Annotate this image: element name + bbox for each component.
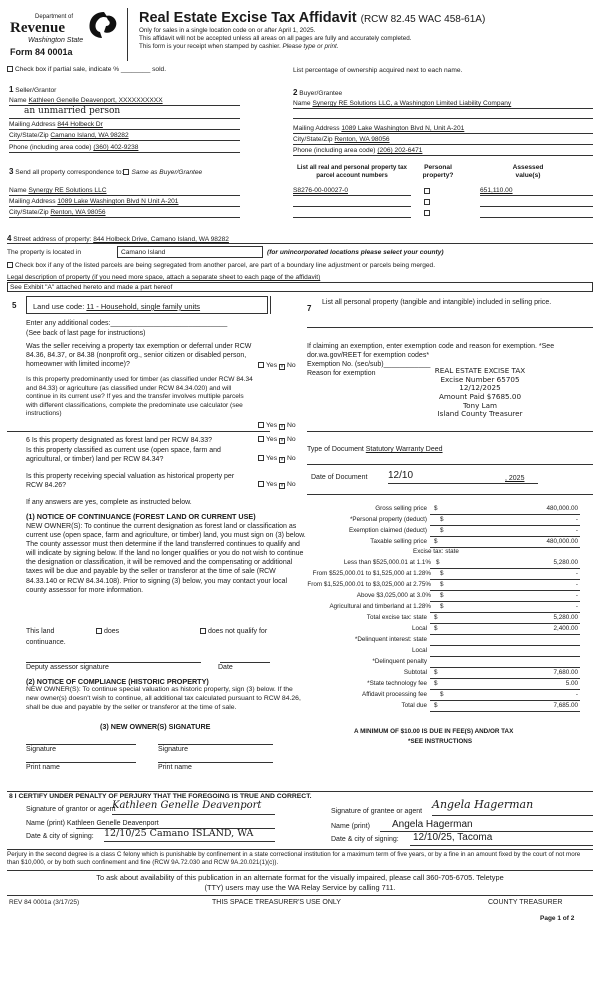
form-text: Tony Lam: [462, 400, 498, 410]
form-text: Print name: [158, 764, 192, 771]
rule-line: [293, 118, 593, 119]
form-number: Form 84 0001a: [10, 47, 73, 57]
same-as-buyer-checkbox[interactable]: [123, 169, 129, 175]
form-text: parcel account numbers: [316, 171, 388, 179]
form-text: [9, 121, 103, 129]
fee-value[interactable]: 7,680.00: [553, 669, 578, 676]
buyer-phone[interactable]: (206) 202-6471: [377, 147, 423, 154]
checkbox: [258, 481, 264, 487]
fee-label: From $1,525,000.01 to $3,025,000 at 2.75%: [307, 581, 431, 588]
form-text: Date: [218, 664, 233, 671]
form-text: Mailing Address: [9, 198, 56, 205]
form-text: [200, 628, 267, 637]
form-text: No: [286, 455, 296, 462]
form-text: REAL ESTATE EXCISE TAX: [434, 366, 526, 375]
form-text: To ask about availability of this publication in an alternate format for the visually impaired, please call 360-705-6705. Teletype: [96, 873, 504, 882]
grantee-name[interactable]: Angela Hagerman: [392, 819, 473, 830]
form-text: Same as Buyer/Grantee: [131, 169, 203, 176]
rule-line: [7, 791, 593, 792]
rule-line: [7, 870, 593, 871]
checkbox: ×: [280, 457, 284, 463]
dollar-sign: $: [434, 614, 438, 621]
form-text: Mailing Address: [9, 121, 56, 128]
form-text: [480, 187, 513, 195]
fee-value[interactable]: 5,280.00: [553, 559, 578, 566]
fee-label: *State technology fee: [367, 680, 427, 687]
form-text: Exemption No. (sec/sub): [307, 361, 384, 368]
does-not-checkbox[interactable]: [200, 628, 206, 634]
yes-no: [258, 481, 296, 489]
fee-label: Exemption claimed (deduct): [348, 527, 427, 534]
form-text: Phone (including area code): [293, 147, 376, 154]
grantee-date-city[interactable]: 12/10/25, Tacoma: [413, 832, 493, 843]
parcel-row: [293, 187, 348, 195]
form-text: Check box if partial sale, indicate %: [15, 66, 120, 73]
corr-name[interactable]: Synergy RE Solutions LLC: [28, 187, 107, 194]
form-text: , 2025: [505, 475, 525, 482]
form-text: Signature: [26, 746, 56, 753]
fee-value[interactable]: -: [575, 581, 578, 588]
form-text: No: [286, 422, 296, 429]
seller-address[interactable]: 844 Holbeck Dr: [57, 121, 103, 128]
rule-line: [7, 849, 593, 850]
form-text: (RCW 82.45 WAC 458-61A): [360, 14, 486, 25]
form-text[interactable]: 844 Holbeck Drive, Camano Island, WA 98282: [93, 236, 229, 243]
dollar-sign: $: [440, 603, 444, 610]
form-text: 8 I CERTIFY UNDER PENALTY OF PERJURY THAT THE FOREGOING IS TRUE AND CORRECT.: [9, 793, 312, 800]
fee-line: [430, 514, 580, 515]
dollar-sign: $: [434, 505, 438, 512]
form-text: [9, 187, 107, 195]
logo-revenue: Revenue: [10, 20, 65, 36]
fee-line: [430, 678, 580, 679]
grantee-signature[interactable]: Angela Hagerman: [432, 798, 534, 811]
segregated-checkbox[interactable]: [7, 262, 13, 268]
form-text: [293, 125, 464, 133]
dollar-sign: $: [440, 570, 444, 577]
form-text: continuance.: [26, 639, 66, 646]
form-text: Land use code:: [33, 302, 85, 311]
yes-no: [258, 455, 296, 463]
fee-value[interactable]: 480,000.00: [546, 538, 578, 545]
additional-codes: Enter any additional codes:______________________________: [26, 320, 228, 327]
dollar-sign: $: [440, 516, 444, 523]
fee-value[interactable]: -: [575, 516, 578, 523]
fee-label: Agricultural and timberland at 1.28%: [329, 603, 431, 610]
fee-label: Subtotal: [403, 669, 427, 676]
grantor-date-city[interactable]: 12/10/25 Camano ISLAND, WA: [104, 828, 254, 839]
form-text: Yes: [266, 455, 278, 462]
form-text: [292, 164, 412, 180]
rule-line: [9, 140, 240, 141]
form-text: 4: [7, 234, 12, 243]
rule-line: [7, 243, 593, 244]
form-text: Camano Island: [121, 249, 166, 256]
dor-emblem-icon: [86, 8, 120, 40]
fee-value[interactable]: -: [575, 603, 578, 610]
form-text: 12/12/2025: [459, 383, 501, 393]
form-text: Name: [9, 187, 27, 194]
form-text: The property is located in: [7, 249, 82, 256]
form-text: Date of Document: [311, 474, 368, 481]
form-text: City/State/Zip: [293, 136, 333, 143]
form-text: [478, 164, 578, 180]
form-text: [293, 100, 511, 108]
dollar-sign: $: [440, 592, 444, 599]
fee-label: Local: [411, 625, 427, 632]
checkbox: ×: [280, 364, 284, 370]
form-text: Legal description of property (if you need more space, attach a separate sheet to each page of the affidavit): [7, 274, 321, 281]
partial-sale: Check box if partial sale, indicate % ________ sold.: [7, 66, 166, 74]
form-text: No: [286, 481, 296, 488]
rule-line: [307, 464, 593, 465]
rule-line: [307, 431, 593, 432]
fee-value[interactable]: 5.00: [565, 680, 578, 687]
segregated: [7, 262, 435, 270]
form-text: [9, 85, 56, 95]
form-text: [9, 209, 106, 217]
rule-line: [9, 152, 240, 153]
form-text: Yes: [266, 422, 278, 429]
rule-line: [158, 744, 273, 745]
fee-line: [430, 579, 580, 580]
rule-line: [307, 327, 593, 328]
form-text: Street address of property:: [13, 236, 92, 243]
checkbox: [258, 362, 264, 368]
fee-value[interactable]: 7,685.00: [553, 702, 578, 709]
fee-value[interactable]: 2,400.00: [553, 625, 578, 632]
rule-line: [9, 129, 240, 130]
form-text: City/State/Zip: [9, 209, 49, 216]
rule-line: [9, 206, 240, 207]
rule-line: [7, 431, 270, 432]
form-text: [9, 97, 163, 105]
logo-dept: Department of: [35, 14, 74, 20]
form-text: [293, 147, 422, 155]
does-checkbox[interactable]: [96, 628, 102, 634]
form-text: Name (print): [26, 820, 65, 827]
rule-line: [220, 662, 270, 663]
header-note-1: Only for sales in a single location code on or after April 1, 2025.: [139, 27, 316, 34]
yes-no: [258, 436, 296, 444]
form-text: [9, 198, 178, 206]
notice-continuance-text: NEW OWNER(S): To continue the current designation as forest land or classification as current use (open space, farm and agriculture, or timber) land, you must sign on (3) below. The county assessor must then determine if the land transferred continues to qualify and will indicate by signing below. If the land no longer qualifies or you do not wish to continue the designation or classification, it will be removed and the compensating or additional taxes will be due and payable by the seller or transferor at the time of sale (RCW 84.33.140 or RCW 84.34.108). Prior to signing (3) below, you may contact your local county assessor for more information.: [26, 523, 306, 594]
seller-phone[interactable]: (360) 402-9238: [93, 144, 139, 151]
form-text: Buyer/Grantee: [299, 90, 343, 97]
form-text: Check box if any of the listed parcels are being segregated from another parcel, are part of a boundary line adjustment or parcels being merged.: [15, 262, 436, 269]
form-text: Print name: [26, 764, 60, 771]
rule-line: [293, 206, 411, 207]
dollar-sign: $: [434, 625, 438, 632]
fee-label: *Personal property (deduct): [349, 516, 427, 523]
personal-property-checkbox[interactable]: [424, 188, 430, 194]
parcel-number[interactable]: S8276-00-00027-0: [293, 187, 348, 194]
seller-city[interactable]: Camano Island, WA 98282: [50, 132, 129, 139]
form-text: Page 1 of 2: [540, 915, 575, 922]
form-text: Amount Paid $7685.00: [438, 391, 522, 401]
fee-line: [430, 536, 580, 537]
form-text: No: [286, 436, 296, 443]
form-text: [418, 164, 458, 180]
assessed-value[interactable]: 651,110.00: [480, 187, 513, 194]
treasurer-stamp: [380, 367, 580, 419]
fee-line: [430, 711, 580, 712]
corr-address[interactable]: 1089 Lake Washington Blvd N Unit A-201: [57, 198, 179, 205]
question-timber: Is this property predominantly used for timber (as classified under RCW 84.34 and 84.33) or agriculture (as classified under RCW 84.34.020) and will continue in its current use? If yes and the transfer involves multiple parcels with different classifications, complete the predominate use calculator (see instructions): [26, 376, 253, 418]
form-text: Name: [293, 100, 311, 107]
form-text: Yes: [266, 362, 278, 369]
form-text: [293, 136, 390, 144]
rule-line: [293, 155, 593, 156]
form-text: Excise tax: state: [413, 548, 459, 555]
fee-line: [430, 645, 580, 646]
rule-line: [7, 895, 593, 896]
form-text: does not qualify for: [208, 628, 268, 635]
form-text: THIS SPACE TREASURER'S USE ONLY: [212, 899, 341, 906]
fee-line: [430, 634, 580, 635]
form-text: 2: [293, 88, 298, 97]
form-text: REV 84 0001a (3/17/25): [9, 899, 80, 906]
yes-no: [258, 422, 296, 430]
form-text: [90, 12, 108, 38]
fee-line: [430, 689, 580, 690]
header-note-2: This affidavit will not be accepted unless all areas on all pages are fully and accurately completed.: [139, 35, 412, 42]
rule-line: [293, 144, 593, 145]
checkbox: [258, 455, 264, 461]
dollar-sign: $: [440, 691, 444, 698]
fee-line: [430, 612, 580, 613]
rule-line: [293, 108, 593, 109]
fee-line: [430, 667, 580, 668]
fee-label: *Delinquent penalty: [372, 658, 427, 665]
form-text: See Exhibit "A" attached hereto and made a part hereof: [10, 284, 173, 291]
rule-line: [26, 762, 136, 763]
form-text: Island County Treasurer: [437, 409, 523, 419]
form-text: [9, 132, 129, 140]
fee-value[interactable]: 480,000.00: [546, 505, 578, 512]
fee-line: [430, 601, 580, 602]
form-text: Type of Document: [307, 446, 364, 453]
rule-line: [158, 762, 273, 763]
form-text: (1) NOTICE OF CONTINUANCE (FOREST LAND OR CURRENT USE): [26, 512, 256, 521]
question-exemption: Was the seller receiving a property tax exemption or deferral under RCW 84.36, 84.37, or 84.38 (nonprofit org., senior citizen or disabled person, homeowner with limited income)?: [26, 343, 252, 369]
checkbox: ×: [280, 483, 284, 489]
form-text: [96, 628, 119, 637]
fee-value[interactable]: -: [575, 570, 578, 577]
buyer-city[interactable]: Renton, WA 98056: [334, 136, 390, 143]
form-text: (for unincorporated locations please select your county): [267, 249, 444, 256]
form-text: Real Estate Excise Tax Affidavit: [139, 10, 357, 26]
fee-label: Affidavit processing fee: [362, 691, 427, 698]
fee-value[interactable]: -: [575, 691, 578, 698]
personal-property-checkbox[interactable]: [424, 199, 430, 205]
fee-value[interactable]: -: [575, 527, 578, 534]
form-text: value(s): [515, 172, 541, 180]
form-text: 3: [9, 167, 14, 176]
fee-label: Total due: [401, 702, 427, 709]
form-text: List all real and personal property tax: [296, 164, 408, 171]
fee-label: *Delinquent interest: state: [354, 636, 427, 643]
rule-line: [432, 815, 593, 816]
ownership-note: List percentage of ownership acquired next to each name.: [293, 67, 463, 74]
dollar-sign: $: [434, 669, 438, 676]
rule-line: [26, 744, 136, 745]
personal-property-checkbox[interactable]: [424, 210, 430, 216]
form-text: A MINIMUM OF $10.00 IS DUE IN FEE(S) AND/OR TAX: [354, 728, 514, 735]
buyer-name[interactable]: Synergy RE Solutions LLC, a Washington Limited Liability Company: [312, 100, 512, 107]
form-text: This land: [26, 628, 55, 635]
form-text: Yes: [266, 481, 278, 488]
fee-line: [430, 525, 580, 526]
notice-compliance-text: NEW OWNER(S): To continue special valuation as historic property, sign (3) below. If the new owner(s) doesn't wish to continue, all additional tax calculated pursuant to RCW 84.26, shall be due and payable by the seller or transferor at the time of sale.: [26, 686, 301, 711]
fee-line: [430, 623, 580, 624]
form-text: Signature of grantee or agent: [331, 808, 423, 815]
rule-line: [9, 217, 240, 218]
form-text: [293, 88, 342, 98]
form-text: [104, 16, 116, 33]
checkbox: ×: [280, 438, 284, 444]
rule-line: [480, 195, 593, 196]
form-text: (3) NEW OWNER(S) SIGNATURE: [100, 722, 211, 731]
form-text: (2) NOTICE OF COMPLIANCE (HISTORIC PROPERTY): [26, 677, 209, 686]
form-text: 1: [9, 85, 14, 94]
form-text: If any answers are yes, complete as instructed below.: [26, 499, 192, 506]
form-text: Mailing Address: [293, 125, 340, 132]
rule-line: [104, 841, 275, 842]
form-text: 11 - Household, single family units: [86, 302, 201, 311]
question-historical: Is this property receiving special valuation as historical property per RCW 84.26?: [26, 473, 235, 490]
dollar-sign: $: [434, 702, 438, 709]
form-text: sold.: [152, 66, 167, 73]
rule-line: [480, 217, 593, 218]
form-text: Reason for exemption: [307, 370, 376, 377]
form-text: Please type or print.: [282, 43, 339, 50]
form-text: Personal: [424, 164, 452, 171]
rule-line: [9, 118, 240, 119]
seller-title: Seller/Grantor: [15, 87, 57, 94]
location-select[interactable]: [117, 246, 263, 258]
form-text: [270, 296, 271, 314]
fee-label: Taxable selling price: [370, 538, 427, 545]
dollar-sign: $: [436, 559, 440, 566]
form-text: property?: [422, 172, 454, 180]
form-text: Name: [9, 97, 27, 104]
yes-no: [258, 362, 296, 370]
land-use-code[interactable]: [26, 296, 268, 314]
rule-line: [293, 217, 411, 218]
question-current-use: Is this property classified as current use (open space, farm and agricultural, or timber) land per RCW 84.34?: [26, 447, 221, 464]
form-text: Deputy assessor signature: [26, 664, 109, 671]
form-text: City/State/Zip: [9, 132, 49, 139]
dollar-sign: $: [434, 680, 438, 687]
form-text: Signature of grantor or agent: [26, 806, 116, 813]
grantor-signature[interactable]: Kathleen Genelle Deavenport: [112, 800, 262, 811]
fee-line: [430, 590, 580, 591]
form-text: does: [104, 628, 120, 635]
form-text: 7: [307, 304, 312, 313]
form-text: Yes: [266, 436, 278, 443]
dollar-sign: $: [440, 581, 444, 588]
fee-label: Above $3,025,000 at 3.0%: [356, 592, 431, 599]
form-text: Exemption No. (sec/sub)____________: [307, 361, 431, 368]
checkbox: ×: [280, 424, 284, 430]
rule-line: [307, 494, 593, 495]
checkbox: [258, 422, 264, 428]
rule-line: [410, 845, 593, 846]
logo-state: Washington State: [28, 37, 84, 44]
form-text: (TTY) users may use the WA Relay Service by calling 711.: [204, 883, 396, 892]
corr-city[interactable]: Renton, WA 98056: [50, 209, 106, 216]
form-text: Phone (including area code): [9, 144, 92, 151]
rule-line: [293, 133, 593, 134]
form-text: 5: [12, 301, 17, 310]
document-type[interactable]: Statutory Warranty Deed: [365, 446, 443, 453]
seller-name[interactable]: Kathleen Genelle Deavenport, XXXXXXXXXX: [28, 97, 163, 104]
header-divider: [127, 8, 128, 61]
rule-line: [480, 206, 593, 207]
dollar-sign: $: [434, 538, 438, 545]
buyer-address[interactable]: 1089 Lake Washington Blvd N, Unit A-201: [341, 125, 465, 132]
form-text: Send all property correspondence to:: [15, 169, 124, 176]
form-text: Enter any additional codes:: [26, 320, 111, 327]
form-text: Signature: [158, 746, 188, 753]
form-text: [307, 446, 443, 455]
form-text: Name (print): [331, 823, 370, 830]
form-text: *SEE INSTRUCTIONS: [408, 738, 473, 745]
personal-property-list: List all personal property (tangible and intangible) included in selling price.: [322, 299, 552, 306]
header-note-3: [139, 43, 339, 51]
partial-sale-checkbox[interactable]: [7, 66, 13, 72]
fee-line: [430, 568, 580, 569]
perjury-notice: Perjury in the second degree is a class C felony which is punishable by confinement in a state correctional institution for a maximum term of five years, or by a fine in an amount fixed by the court of not more than $10,000, or by both such confinement and fine (RCW 9A.72.030 and RCW 9A.20.021(1)(c)).: [7, 851, 581, 867]
legal-description[interactable]: [7, 282, 593, 292]
fee-line: [430, 700, 580, 701]
fee-value[interactable]: 5,280.00: [553, 614, 578, 621]
rule-line: [9, 195, 240, 196]
rule-line: [26, 662, 201, 663]
rule-line: [293, 195, 411, 196]
fee-label: Gross selling price: [375, 505, 427, 512]
form-text: Excise Number 65705: [440, 374, 520, 384]
grantor-name[interactable]: Kathleen Genelle Deavenport: [66, 820, 159, 827]
document-date[interactable]: 12/10: [388, 470, 414, 481]
fee-label: Local: [411, 647, 427, 654]
form-text: No: [286, 362, 296, 369]
form-text: Date & city of signing:: [331, 836, 399, 843]
fee-label: Total excise tax: state: [366, 614, 427, 621]
form-text: Date & city of signing:: [26, 833, 94, 840]
question-forest: 6 Is this property designated as forest land per RCW 84.33?: [26, 437, 212, 444]
dollar-sign: $: [440, 527, 444, 534]
form-text: (See back of last page for instructions): [26, 330, 146, 337]
exemption-text: If claiming an exemption, enter exemption code and reason for exemption. *See dor.wa.gov/REET for exemption codes*: [307, 343, 555, 360]
form-text: [9, 167, 202, 177]
seller-name-2[interactable]: an unmarried person: [24, 106, 121, 116]
fee-value[interactable]: -: [575, 592, 578, 599]
fee-label: Less than $525,000.01 at 1.1%: [343, 559, 431, 566]
fee-line: [430, 656, 580, 657]
form-text: [9, 144, 138, 152]
form-text: COUNTY TREASURER: [488, 899, 563, 906]
fee-label: From $525,000.01 to $1,525,000 at 1.28%: [312, 570, 431, 577]
form-text: Assessed: [512, 164, 544, 171]
form-text: This form is your receipt when stamped by cashier.: [139, 43, 281, 50]
rule-line: [112, 814, 275, 815]
page-title: [139, 9, 485, 27]
checkbox: [258, 436, 264, 442]
